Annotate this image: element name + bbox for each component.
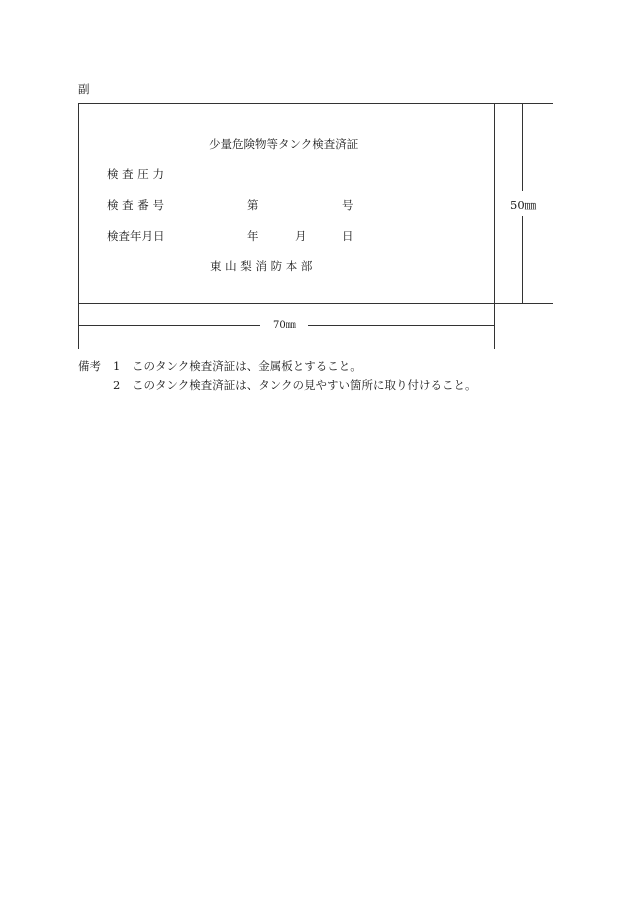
row-number-dai: 第 [247, 198, 259, 212]
row-number-label: 検 査 番 号 [107, 198, 164, 212]
height-dimension-line-upper [522, 103, 523, 191]
note-1-number: 1 [113, 359, 121, 373]
note-2-number: 2 [113, 378, 121, 392]
issuer: 東 山 梨 消 防 本 部 [210, 259, 313, 273]
height-dimension-label: 50㎜ [510, 198, 537, 212]
notes-heading: 備考 [78, 359, 101, 373]
row-date-day: 日 [342, 229, 354, 243]
box-left-border [78, 103, 79, 349]
fuku-label: 副 [78, 82, 90, 96]
box-right-border [494, 103, 495, 349]
note-2-text: このタンク検査済証は、タンクの見やすい箇所に取り付けること。 [132, 378, 477, 392]
row-pressure-label: 検 査 圧 力 [107, 167, 164, 181]
row-date-month: 月 [295, 229, 307, 243]
certificate-title: 少量危険物等タンク検査済証 [209, 137, 359, 151]
box-top-border [78, 103, 495, 104]
width-dimension-label: 70㎜ [273, 320, 296, 331]
height-dimension-line-lower [522, 216, 523, 303]
width-dimension-line-left [79, 325, 260, 326]
row-date-year: 年 [247, 229, 259, 243]
row-number-go: 号 [342, 198, 354, 212]
height-extension-top [495, 103, 553, 104]
note-1-text: このタンク検査済証は、金属板とすること。 [132, 359, 362, 373]
row-date-label: 検査年月日 [107, 229, 165, 243]
width-dimension-line-right [308, 325, 494, 326]
box-bottom-border [78, 303, 553, 304]
